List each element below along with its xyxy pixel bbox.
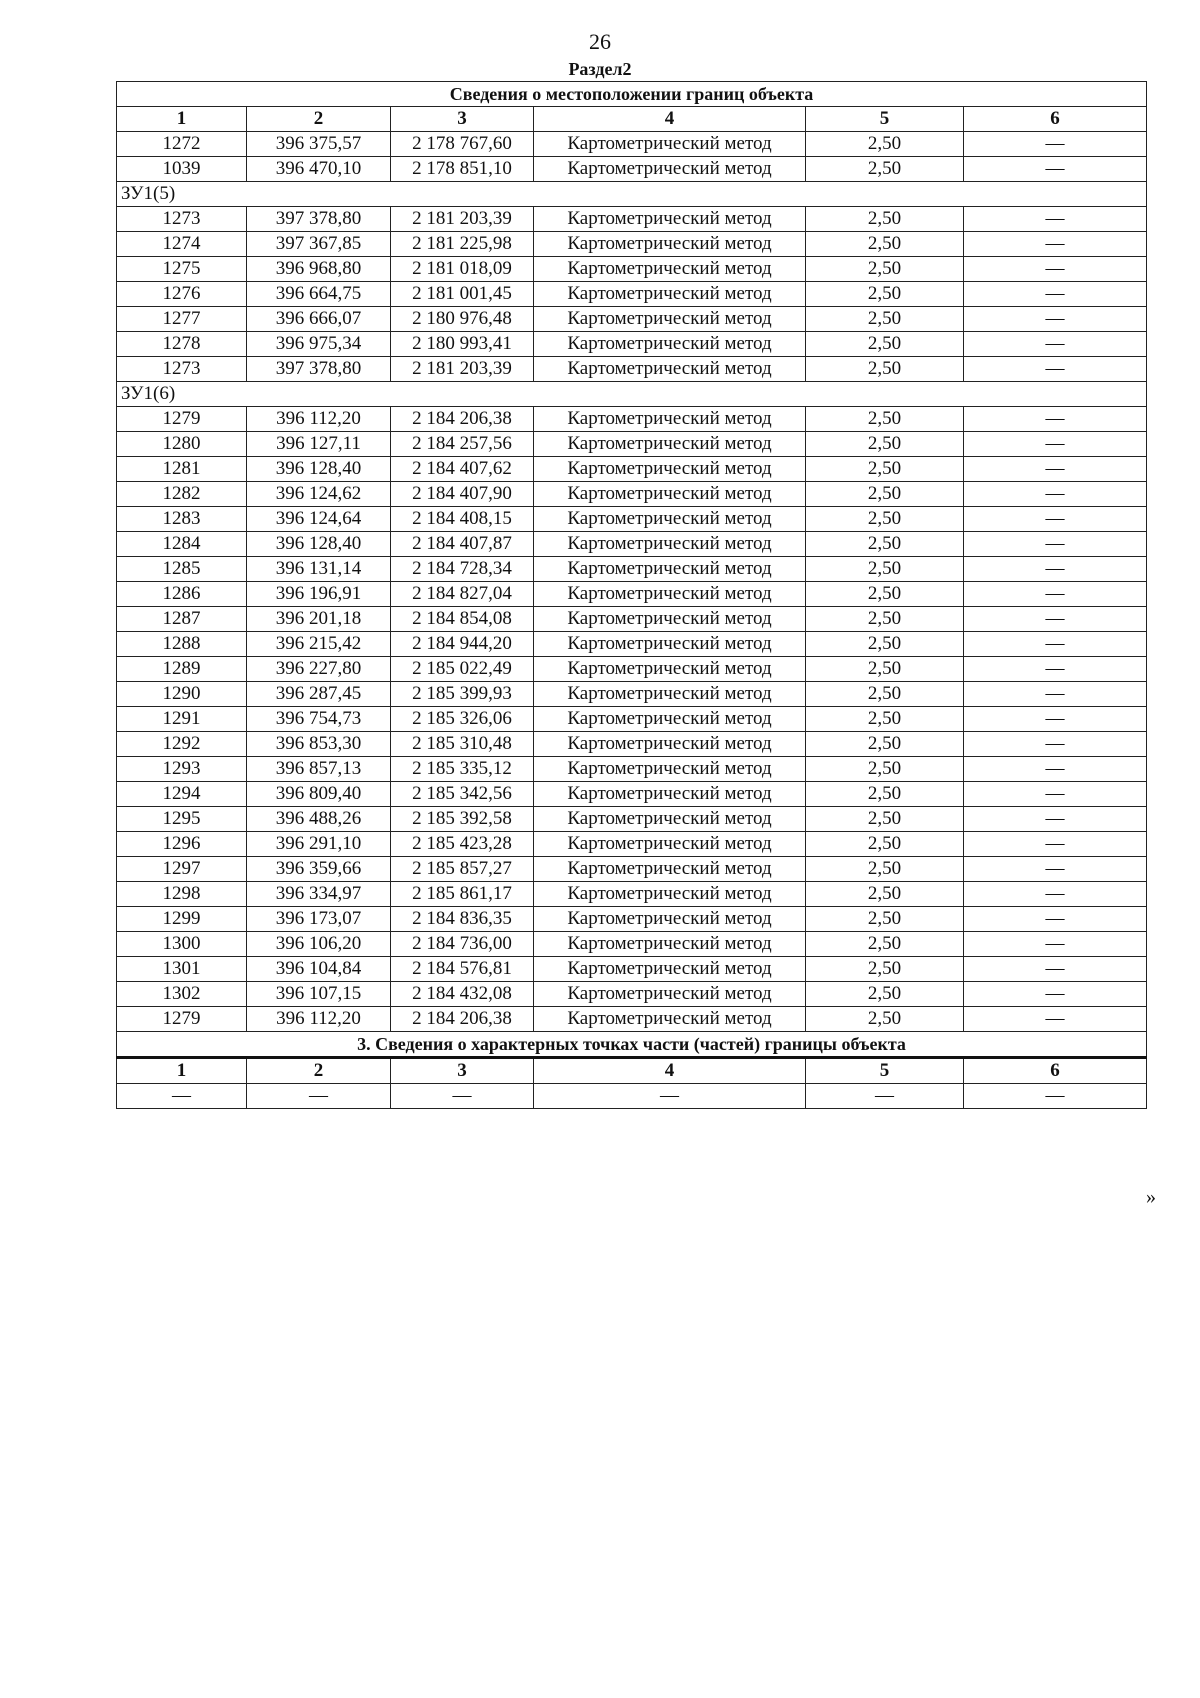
table-cell: — — [964, 632, 1147, 657]
table-cell: 396 470,10 — [247, 157, 391, 182]
table-cell: Картометрический метод — [534, 257, 806, 282]
table-row — [117, 582, 1147, 607]
table-cell: — — [964, 857, 1147, 882]
table-cell: 2 185 335,12 — [391, 757, 534, 782]
table-cell: — — [964, 982, 1147, 1007]
table-cell: 396 227,80 — [247, 657, 391, 682]
table-row — [117, 457, 1147, 482]
table-cell: — — [964, 207, 1147, 232]
table-cell: 2,50 — [806, 157, 964, 182]
column-number: 3 — [391, 1058, 534, 1084]
table-cell: 1300 — [117, 932, 247, 957]
table-cell: 396 334,97 — [247, 882, 391, 907]
table-cell: 1288 — [117, 632, 247, 657]
table-cell: 2 184 206,38 — [391, 407, 534, 432]
table-cell: 1272 — [117, 132, 247, 157]
table-cell: 396 359,66 — [247, 857, 391, 882]
table-cell: 397 378,80 — [247, 207, 391, 232]
table-cell: 2 184 206,38 — [391, 1007, 534, 1032]
page-number: 26 — [589, 29, 611, 54]
table-cell: 397 378,80 — [247, 357, 391, 382]
table-cell: — — [534, 1084, 806, 1109]
table-caption-part-points — [117, 1032, 1147, 1058]
table-cell: — — [964, 657, 1147, 682]
table-cell: Картометрический метод — [534, 282, 806, 307]
table-cell: 1275 — [117, 257, 247, 282]
table-row — [117, 332, 1147, 357]
table-header-row — [117, 107, 1147, 132]
table-cell: 2 181 001,45 — [391, 282, 534, 307]
table-cell: Картометрический метод — [534, 832, 806, 857]
group-label: ЗУ1(6) — [117, 382, 1147, 407]
table-cell: 2,50 — [806, 707, 964, 732]
table-cell: 2,50 — [806, 132, 964, 157]
table-row — [117, 407, 1147, 432]
table-row — [117, 1084, 1147, 1109]
table-row — [117, 1007, 1147, 1032]
table-cell: 2,50 — [806, 557, 964, 582]
table-cell: 2 184 576,81 — [391, 957, 534, 982]
table-cell: 2 185 326,06 — [391, 707, 534, 732]
table-cell: Картометрический метод — [534, 782, 806, 807]
table-caption-boundaries-text: Сведения о местоположении границ объекта — [117, 82, 1147, 107]
table-cell: Картометрический метод — [534, 132, 806, 157]
table-cell: 397 367,85 — [247, 232, 391, 257]
table-cell: Картометрический метод — [534, 407, 806, 432]
table-cell: — — [964, 757, 1147, 782]
table-cell: 1299 — [117, 907, 247, 932]
table-row — [117, 932, 1147, 957]
table-cell: — — [964, 407, 1147, 432]
table-cell: 2,50 — [806, 282, 964, 307]
table-cell: — — [964, 682, 1147, 707]
table-cell: 1280 — [117, 432, 247, 457]
table-cell: Картометрический метод — [534, 632, 806, 657]
column-number: 5 — [806, 107, 964, 132]
table-cell: 2 184 728,34 — [391, 557, 534, 582]
table-row — [117, 207, 1147, 232]
table-cell: 2 185 423,28 — [391, 832, 534, 857]
table-cell: Картометрический метод — [534, 932, 806, 957]
table-cell: 1285 — [117, 557, 247, 582]
table-cell: Картометрический метод — [534, 557, 806, 582]
column-number: 1 — [117, 107, 247, 132]
table-cell: 2 185 861,17 — [391, 882, 534, 907]
table-cell: 396 127,11 — [247, 432, 391, 457]
table-cell: Картометрический метод — [534, 1007, 806, 1032]
table-cell: — — [964, 457, 1147, 482]
table-cell: 1293 — [117, 757, 247, 782]
table-cell: — — [964, 557, 1147, 582]
table-cell: 2 184 827,04 — [391, 582, 534, 607]
table-cell: Картометрический метод — [534, 582, 806, 607]
table-cell: 2,50 — [806, 257, 964, 282]
table-row — [117, 982, 1147, 1007]
table-cell: 2,50 — [806, 507, 964, 532]
table-row — [117, 632, 1147, 657]
table-cell: — — [964, 932, 1147, 957]
table-cell: — — [806, 1084, 964, 1109]
table-cell: — — [964, 907, 1147, 932]
table-cell: 396 291,10 — [247, 832, 391, 857]
table-row — [117, 782, 1147, 807]
table-cell: 1296 — [117, 832, 247, 857]
table-cell: Картометрический метод — [534, 732, 806, 757]
table-cell: 2 185 022,49 — [391, 657, 534, 682]
table-cell: 2,50 — [806, 882, 964, 907]
table-cell: Картометрический метод — [534, 982, 806, 1007]
column-number: 3 — [391, 107, 534, 132]
table-cell: 2,50 — [806, 632, 964, 657]
table-cell: 396 124,62 — [247, 482, 391, 507]
table-cell: 2,50 — [806, 532, 964, 557]
table-cell: Картометрический метод — [534, 907, 806, 932]
table-row — [117, 707, 1147, 732]
table-cell: 2,50 — [806, 232, 964, 257]
table-cell: 1284 — [117, 532, 247, 557]
table-cell: — — [964, 1007, 1147, 1032]
table-cell: — — [964, 482, 1147, 507]
table-cell: Картометрический метод — [534, 682, 806, 707]
table-cell: 396 968,80 — [247, 257, 391, 282]
table-cell: 2,50 — [806, 782, 964, 807]
table-cell: 2 178 851,10 — [391, 157, 534, 182]
table-cell: 1279 — [117, 1007, 247, 1032]
table-cell: 2 184 407,87 — [391, 532, 534, 557]
table-cell: — — [964, 132, 1147, 157]
table-cell: 2,50 — [806, 682, 964, 707]
table-cell: — — [964, 282, 1147, 307]
table-cell: Картометрический метод — [534, 332, 806, 357]
table-cell: 1282 — [117, 482, 247, 507]
table-cell: 2,50 — [806, 907, 964, 932]
table-cell: Картометрический метод — [534, 457, 806, 482]
table-row — [117, 907, 1147, 932]
table-cell: Картометрический метод — [534, 707, 806, 732]
table-cell: Картометрический метод — [534, 857, 806, 882]
table-cell: Картометрический метод — [534, 757, 806, 782]
table-cell: 2 184 854,08 — [391, 607, 534, 632]
table-cell: — — [964, 607, 1147, 632]
table-cell: 2 181 225,98 — [391, 232, 534, 257]
column-number: 1 — [117, 1058, 247, 1084]
table-cell: 1292 — [117, 732, 247, 757]
table-row — [117, 282, 1147, 307]
table-cell: Картометрический метод — [534, 482, 806, 507]
table-cell: 396 754,73 — [247, 707, 391, 732]
table-caption-part-points-text: 3. Сведения о характерных точках части (частей) границы объекта — [117, 1032, 1147, 1058]
column-number: 6 — [964, 1058, 1147, 1084]
table-row — [117, 682, 1147, 707]
table-cell: 396 975,34 — [247, 332, 391, 357]
table-cell: — — [964, 732, 1147, 757]
table-cell: Картометрический метод — [534, 207, 806, 232]
coordinates-table-body — [117, 82, 1147, 1109]
table-cell: 1283 — [117, 507, 247, 532]
table-cell: 2 185 342,56 — [391, 782, 534, 807]
table-cell: — — [964, 257, 1147, 282]
table-cell: 1297 — [117, 857, 247, 882]
table-cell: — — [964, 307, 1147, 332]
table-cell: 2 184 836,35 — [391, 907, 534, 932]
table-caption-boundaries — [117, 82, 1147, 107]
group-row — [117, 382, 1147, 407]
table-cell: 396 287,45 — [247, 682, 391, 707]
table-cell: 2,50 — [806, 207, 964, 232]
table-cell: 2,50 — [806, 857, 964, 882]
table-cell: 2,50 — [806, 307, 964, 332]
column-number: 2 — [247, 1058, 391, 1084]
table-row — [117, 232, 1147, 257]
table-cell: 2 185 399,93 — [391, 682, 534, 707]
table-row — [117, 807, 1147, 832]
table-row — [117, 732, 1147, 757]
closing-quote: » — [1146, 1186, 1156, 1208]
table-cell: — — [964, 807, 1147, 832]
table-cell: 396 375,57 — [247, 132, 391, 157]
table-cell: 1301 — [117, 957, 247, 982]
table-cell: 396 196,91 — [247, 582, 391, 607]
table-row — [117, 132, 1147, 157]
table-cell: 1039 — [117, 157, 247, 182]
table-cell: — — [964, 332, 1147, 357]
table-cell: 396 853,30 — [247, 732, 391, 757]
table-row — [117, 857, 1147, 882]
table-cell: — — [964, 782, 1147, 807]
table-cell: 396 124,64 — [247, 507, 391, 532]
table-cell: 2,50 — [806, 432, 964, 457]
table-cell: 2 180 993,41 — [391, 332, 534, 357]
table-cell: 2 181 203,39 — [391, 207, 534, 232]
table-cell: Картометрический метод — [534, 607, 806, 632]
table-cell: 396 488,26 — [247, 807, 391, 832]
table-cell: 2 184 736,00 — [391, 932, 534, 957]
table-cell: 2,50 — [806, 982, 964, 1007]
table-cell: 2,50 — [806, 807, 964, 832]
table-cell: — — [964, 232, 1147, 257]
table-row — [117, 432, 1147, 457]
table-cell: 396 107,15 — [247, 982, 391, 1007]
table-cell: 1287 — [117, 607, 247, 632]
table-cell: 2 185 857,27 — [391, 857, 534, 882]
table-cell: 2 184 257,56 — [391, 432, 534, 457]
table-cell: 396 809,40 — [247, 782, 391, 807]
table-cell: 2 184 407,62 — [391, 457, 534, 482]
table-row — [117, 757, 1147, 782]
table-cell: — — [964, 957, 1147, 982]
table-cell: 2,50 — [806, 582, 964, 607]
table-cell: 1286 — [117, 582, 247, 607]
column-number: 5 — [806, 1058, 964, 1084]
table-cell: 2,50 — [806, 932, 964, 957]
table-cell: — — [964, 882, 1147, 907]
table-cell: 2 181 018,09 — [391, 257, 534, 282]
table-row — [117, 607, 1147, 632]
table-cell: 2 184 432,08 — [391, 982, 534, 1007]
table-row — [117, 357, 1147, 382]
table-cell: Картометрический метод — [534, 807, 806, 832]
table-cell: 2,50 — [806, 457, 964, 482]
table-cell: 2,50 — [806, 732, 964, 757]
table-cell: 2 184 407,90 — [391, 482, 534, 507]
table-cell: 1276 — [117, 282, 247, 307]
table-cell: Картометрический метод — [534, 357, 806, 382]
table-row — [117, 657, 1147, 682]
table-cell: 2 184 944,20 — [391, 632, 534, 657]
table-row — [117, 307, 1147, 332]
table-row — [117, 882, 1147, 907]
table-cell: 2 180 976,48 — [391, 307, 534, 332]
table-cell: 1302 — [117, 982, 247, 1007]
table-cell: 2,50 — [806, 832, 964, 857]
section-title: Раздел2 — [568, 59, 632, 79]
table-row — [117, 257, 1147, 282]
table-cell: 396 201,18 — [247, 607, 391, 632]
column-number: 4 — [534, 107, 806, 132]
table-cell: — — [964, 157, 1147, 182]
table-cell: 2,50 — [806, 757, 964, 782]
table-cell: 2,50 — [806, 357, 964, 382]
table-cell: 1279 — [117, 407, 247, 432]
group-label: ЗУ1(5) — [117, 182, 1147, 207]
table-row — [117, 157, 1147, 182]
table-cell: — — [964, 1084, 1147, 1109]
table-row — [117, 507, 1147, 532]
table-cell: 1281 — [117, 457, 247, 482]
table-cell: 1273 — [117, 357, 247, 382]
table-row — [117, 557, 1147, 582]
table-cell: — — [964, 432, 1147, 457]
table-cell: 2 181 203,39 — [391, 357, 534, 382]
table-cell: — — [964, 357, 1147, 382]
table-cell: — — [391, 1084, 534, 1109]
table-cell: — — [964, 582, 1147, 607]
table-cell: 396 112,20 — [247, 407, 391, 432]
table-cell: Картометрический метод — [534, 232, 806, 257]
column-number: 6 — [964, 107, 1147, 132]
table-cell: Картометрический метод — [534, 307, 806, 332]
table-cell: 2 184 408,15 — [391, 507, 534, 532]
table-cell: 396 128,40 — [247, 457, 391, 482]
table-cell: 396 104,84 — [247, 957, 391, 982]
table-cell: 396 112,20 — [247, 1007, 391, 1032]
table-cell: 1278 — [117, 332, 247, 357]
table-row — [117, 957, 1147, 982]
table-cell: 1294 — [117, 782, 247, 807]
table-cell: — — [964, 832, 1147, 857]
table-row — [117, 832, 1147, 857]
table-cell: 396 666,07 — [247, 307, 391, 332]
coordinates-table — [116, 81, 1147, 1109]
table-cell: — — [117, 1084, 247, 1109]
table-header-row — [117, 1058, 1147, 1084]
table-cell: 1274 — [117, 232, 247, 257]
table-cell: 1295 — [117, 807, 247, 832]
table-cell: 2,50 — [806, 607, 964, 632]
table-cell: 2 185 392,58 — [391, 807, 534, 832]
table-cell: 1291 — [117, 707, 247, 732]
table-cell: 396 857,13 — [247, 757, 391, 782]
table-cell: 396 173,07 — [247, 907, 391, 932]
table-cell: Картометрический метод — [534, 882, 806, 907]
table-cell: — — [964, 532, 1147, 557]
table-cell: 1290 — [117, 682, 247, 707]
table-row — [117, 482, 1147, 507]
table-cell: 1273 — [117, 207, 247, 232]
table-cell: Картометрический метод — [534, 957, 806, 982]
group-row — [117, 182, 1147, 207]
table-cell: 2,50 — [806, 957, 964, 982]
table-cell: 2 185 310,48 — [391, 732, 534, 757]
table-cell: 2,50 — [806, 407, 964, 432]
table-cell: 2,50 — [806, 1007, 964, 1032]
table-cell: 396 215,42 — [247, 632, 391, 657]
table-cell: 396 664,75 — [247, 282, 391, 307]
table-cell: — — [247, 1084, 391, 1109]
table-cell: Картометрический метод — [534, 657, 806, 682]
table-cell: 396 128,40 — [247, 532, 391, 557]
table-cell: 2,50 — [806, 657, 964, 682]
table-cell: Картометрический метод — [534, 507, 806, 532]
table-cell: 396 106,20 — [247, 932, 391, 957]
table-cell: 1277 — [117, 307, 247, 332]
table-row — [117, 532, 1147, 557]
table-cell: 396 131,14 — [247, 557, 391, 582]
table-cell: — — [964, 507, 1147, 532]
column-number: 2 — [247, 107, 391, 132]
table-cell: 1289 — [117, 657, 247, 682]
table-cell: — — [964, 707, 1147, 732]
table-cell: 1298 — [117, 882, 247, 907]
table-cell: Картометрический метод — [534, 157, 806, 182]
column-number: 4 — [534, 1058, 806, 1084]
table-cell: 2,50 — [806, 482, 964, 507]
table-cell: Картометрический метод — [534, 432, 806, 457]
table-cell: 2,50 — [806, 332, 964, 357]
table-cell: 2 178 767,60 — [391, 132, 534, 157]
table-cell: Картометрический метод — [534, 532, 806, 557]
